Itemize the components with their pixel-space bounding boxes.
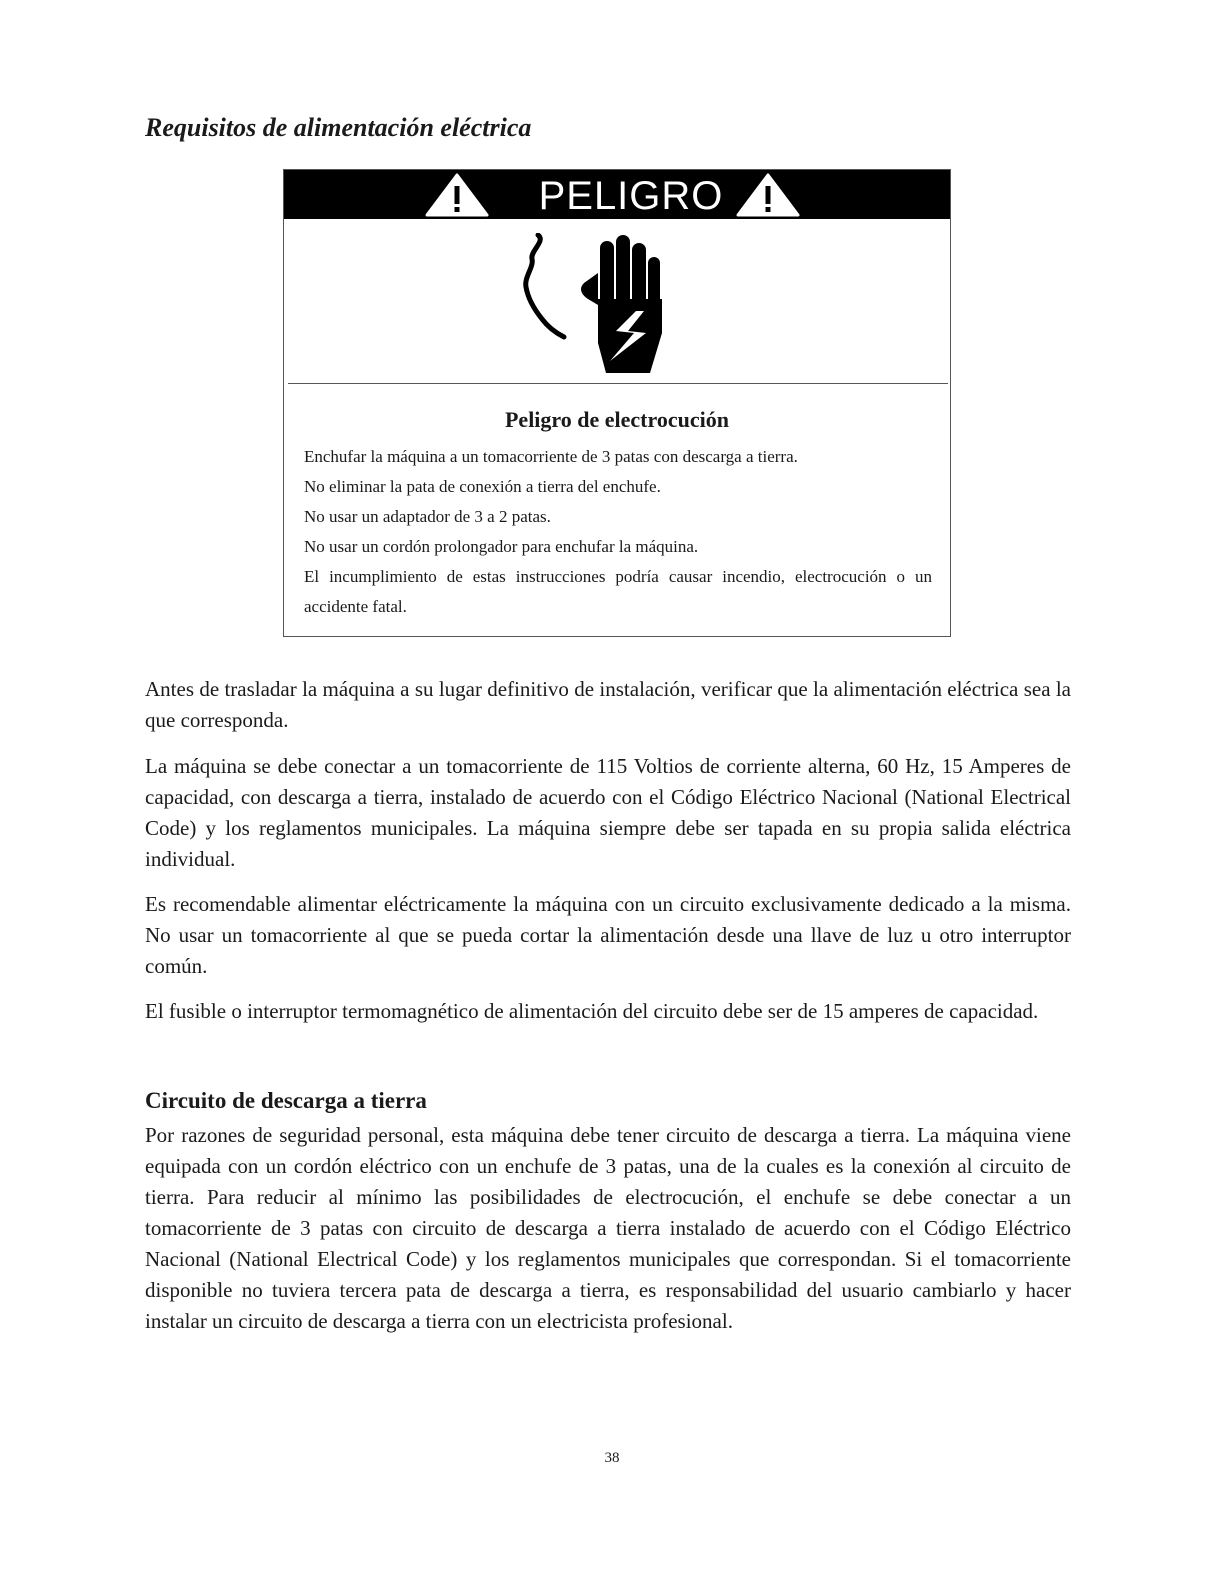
paragraph: El fusible o interruptor termomagnético de alimentación del circuito debe ser de 15 amperes de capacidad. (145, 999, 1039, 1023)
electric-shock-hand-icon (518, 233, 698, 375)
paragraph: Antes de trasladar la máquina a su lugar definitivo de instalación, verificar que la alimentación eléctrica sea la que corresponda. (145, 677, 1071, 732)
hazard-instructions (304, 442, 932, 622)
paragraph: Es recomendable alimentar eléctricamente la máquina con un circuito exclusivamente dedicado a la misma. No usar un tomacorriente al que se pueda cortar la alimentación desde una llave de luz u otro interruptor común. (145, 892, 1071, 978)
hazard-instruction: No usar un adaptador de 3 a 2 patas. (304, 507, 551, 526)
grounding-title: Circuito de descarga a tierra (145, 1088, 427, 1113)
hazard-instruction: El incumplimiento de estas instrucciones podría causar incendio, electrocución o un accidente fatal. (304, 567, 932, 616)
page-number: 38 (604, 1450, 620, 1466)
section-title: Requisitos de alimentación eléctrica (145, 113, 532, 142)
hazard-instruction: No usar un cordón prolongador para enchufar la máquina. (304, 537, 699, 556)
hazard-instruction: No eliminar la pata de conexión a tierra del enchufe. (304, 477, 661, 496)
warning-banner (284, 170, 950, 219)
danger-warning-box (283, 169, 951, 637)
warning-triangle-icon (425, 173, 489, 217)
hazard-instruction: Enchufar la máquina a un tomacorriente de 3 patas con descarga a tierra. (304, 447, 798, 466)
warning-triangle-icon (736, 173, 800, 217)
hazard-title: Peligro de electrocución (504, 407, 729, 432)
paragraph: La máquina se debe conectar a un tomacorriente de 115 Voltios de corriente alterna, 60 Hz, 15 Amperes de capacidad, con descarga a tierra, instalado de acuerdo con el Código Eléctrico Nacional (National Electrical Code) y los reglamentos municipales. La máquina siempre debe ser tapada en su propia salida eléctrica individual. (145, 754, 1071, 871)
signal-word: PELIGRO (538, 174, 724, 218)
grounding-paragraph: Por razones de seguridad personal, esta máquina debe tener circuito de descarga a tierra. La máquina viene equipada con un cordón eléctrico con un enchufe de 3 patas, una de la cuales es la conexión al circuito de tierra. Para reducir al mínimo las posibilidades de electrocución, el enchufe se debe conectar a un tomacorriente de 3 patas con circuito de descarga a tierra instalado de acuerdo con el Código Eléctrico Nacional (National Electrical Code) y los reglamentos municipales que correspondan. Si el tomacorriente disponible no tuviera tercera pata de descarga a tierra, es responsabilidad del usuario cambiarlo y hacer instalar un circuito de descarga a tierra con un electricista profesional. (145, 1123, 1071, 1333)
box-divider (288, 383, 948, 384)
